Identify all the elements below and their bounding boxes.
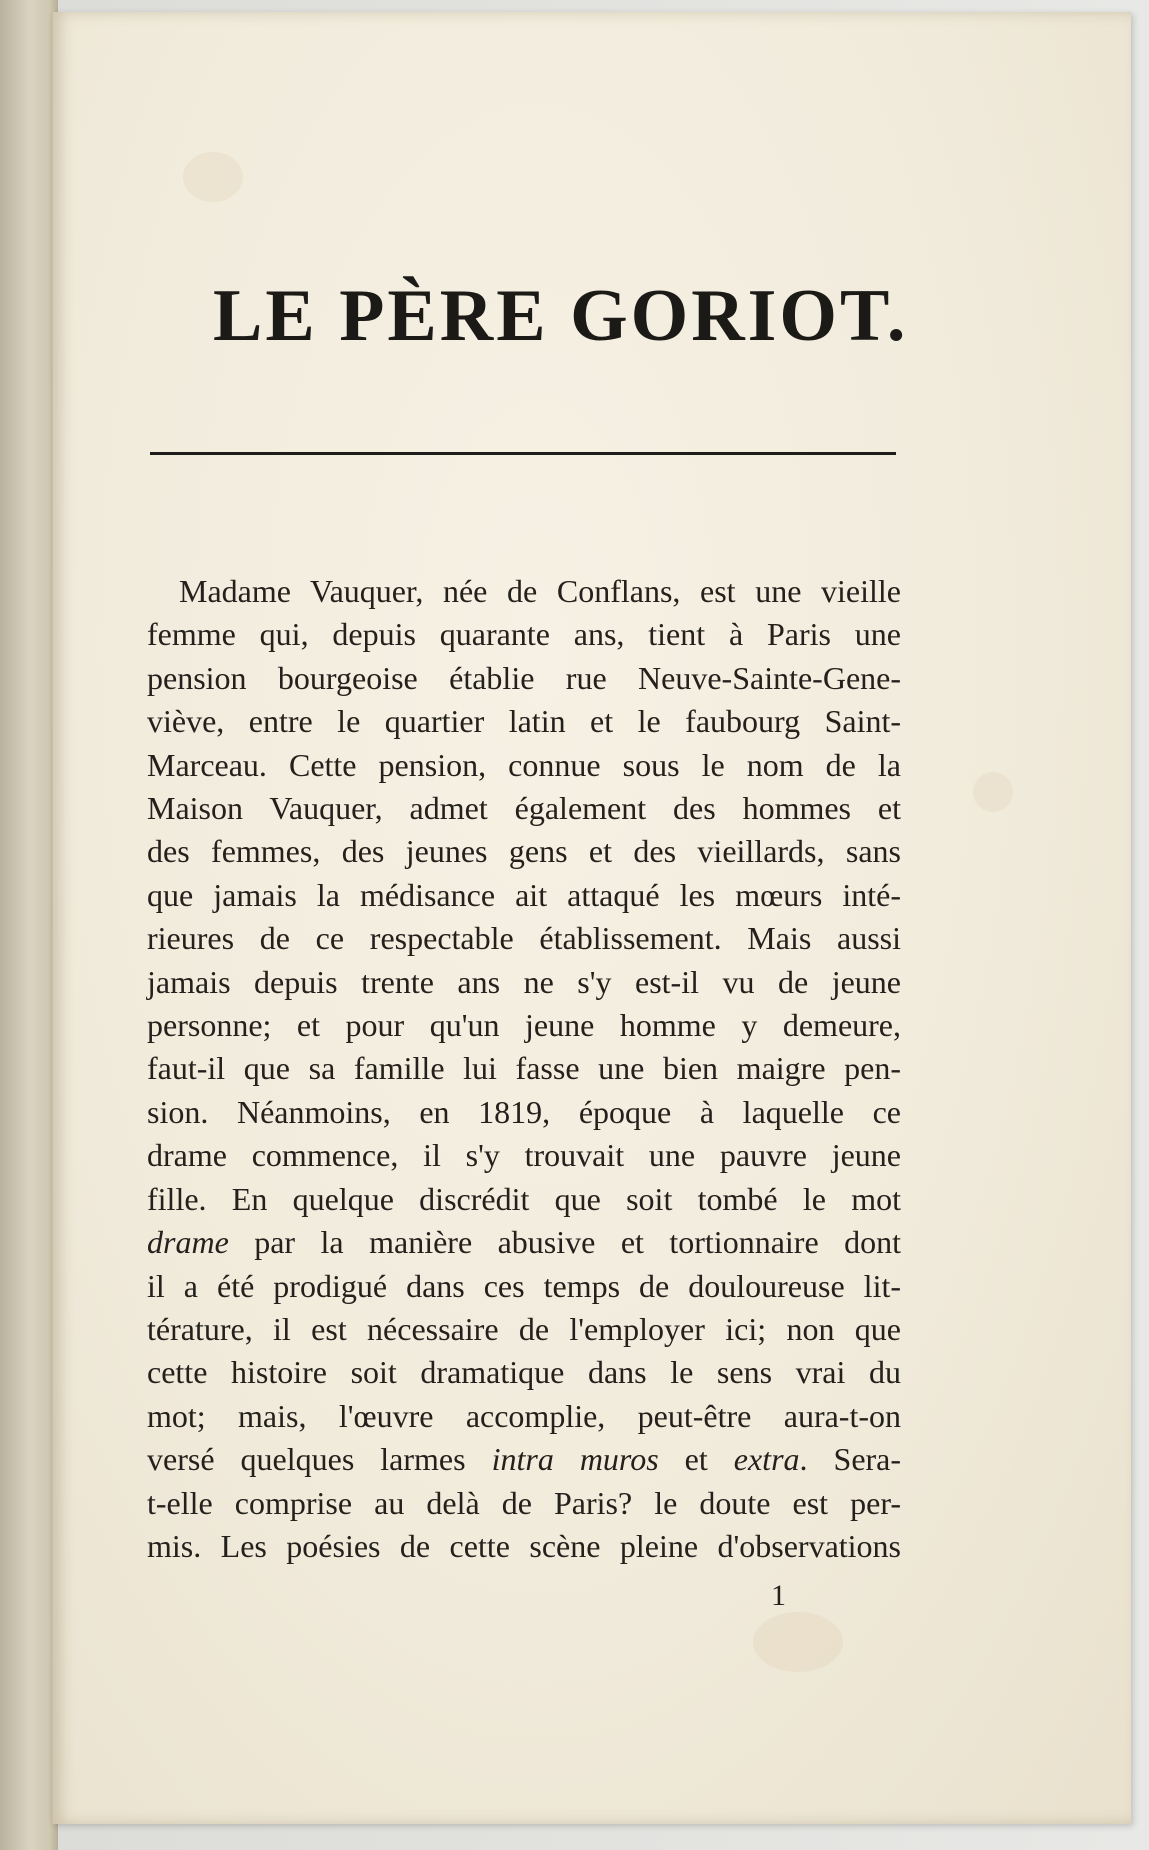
chapter-title: LE PÈRE GORIOT. — [213, 275, 909, 357]
title-rule — [150, 452, 896, 455]
text-line: mot; mais, l'œuvre accomplie, peut-être aura-t-on — [147, 1397, 901, 1434]
text-line: femme qui, depuis quarante ans, tient à Paris une — [147, 616, 901, 653]
text-line: il a été prodigué dans ces temps de douloureuse lit- — [147, 1267, 901, 1304]
text-line: mis. Les poésies de cette scène pleine d'observations — [147, 1527, 901, 1564]
text-line: Maison Vauquer, admet également des hommes et — [147, 790, 901, 827]
text-line: versé quelques larmes intra muros et extra. Sera- — [147, 1441, 902, 1478]
page-number: 1 — [771, 1579, 786, 1612]
text-line: térature, il est nécessaire de l'employer ici; non que — [147, 1310, 901, 1347]
book-spine-edge — [0, 0, 58, 1850]
text-line: drame par la manière abusive et tortionnaire dont — [147, 1224, 901, 1261]
text-line: pension bourgeoise établie rue Neuve-Sainte-Gene- — [147, 659, 901, 696]
text-line: Marceau. Cette pension, connue sous le nom de la — [147, 746, 901, 783]
text-line: rieures de ce respectable établissement. Mais aussi — [147, 920, 901, 957]
paper-stain — [973, 772, 1013, 812]
text-line: jamais depuis trente ans ne s'y est-il vu de jeune — [147, 963, 901, 1000]
body-paragraph — [147, 570, 901, 1568]
text-line: personne; et pour qu'un jeune homme y demeure, — [147, 1007, 901, 1044]
text-line: sion. Néanmoins, en 1819, époque à laquelle ce — [147, 1093, 901, 1130]
text-line: fille. En quelque discrédit que soit tombé le mot — [147, 1180, 901, 1217]
paper-stain — [753, 1612, 843, 1672]
text-line: viève, entre le quartier latin et le faubourg Saint- — [147, 703, 901, 740]
text-line: t-elle comprise au delà de Paris? le doute est per- — [147, 1484, 901, 1521]
paper-stain — [183, 152, 243, 202]
text-line: des femmes, des jeunes gens et des vieillards, sans — [147, 833, 901, 870]
book-page — [52, 12, 1131, 1824]
text-line: que jamais la médisance ait attaqué les mœurs inté- — [147, 876, 901, 913]
text-line: Madame Vauquer, née de Conflans, est une vieille — [179, 573, 901, 609]
text-line: drame commence, il s'y trouvait une pauvre jeune — [147, 1137, 901, 1174]
text-line: cette histoire soit dramatique dans le sens vrai du — [147, 1354, 901, 1391]
text-line: faut-il que sa famille lui fasse une bien maigre pen- — [147, 1050, 901, 1087]
